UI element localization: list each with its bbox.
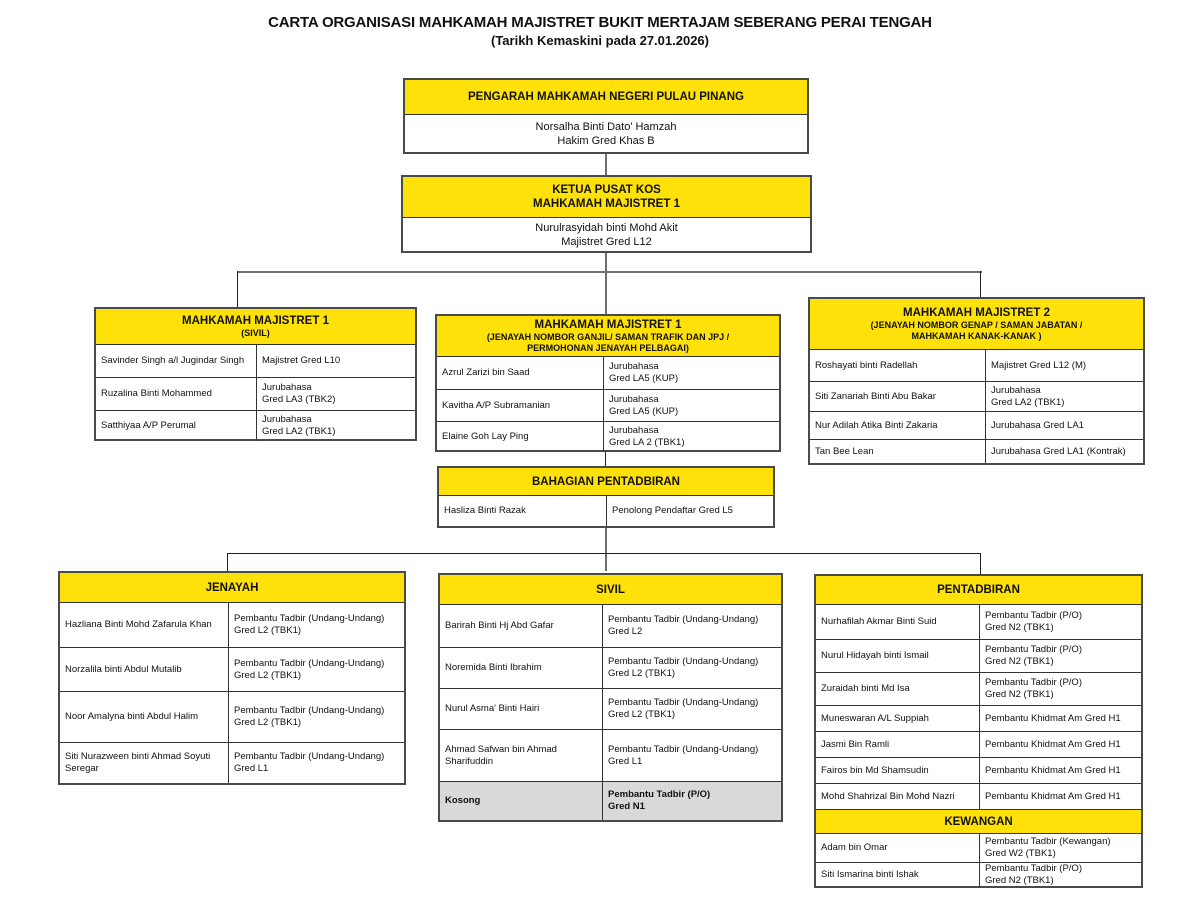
bahagian-pentadbiran-title: BAHAGIAN PENTADBIRAN [531,475,680,488]
mm1-jenayah-title: MAHKAMAH MAJISTRET 1 [534,319,682,331]
mm1-sivil-box [94,307,417,441]
staff-name: Nurul Asma' Binti Hairi [440,689,603,729]
mm1-sivil-subtitle: (SIVIL) [241,328,270,338]
staff-name: Nurhafilah Akmar Binti Suid [816,605,980,639]
ketua-name: Nurulrasyidah binti Mohd Akit [535,221,678,234]
staff-name: Barirah Binti Hj Abd Gafar [440,605,603,647]
mm1-jenayah-row [437,389,779,421]
staff-name: Adam bin Omar [816,834,980,862]
connector-to-pentadbiran [980,553,981,574]
sivil-row [440,688,781,729]
staff-position: Penolong Pendaftar Gred L5 [612,505,733,516]
staff-position: Pembantu Tadbir (Kewangan) Gred W2 (TBK1) [985,836,1111,859]
connector-to-jenayah [227,553,228,571]
staff-name: Hazliana Binti Mohd Zafarula Khan [60,603,229,647]
ketua-title-line1: KETUA PUSAT KOS [552,184,661,196]
staff-name: Muneswaran A/L Suppiah [816,706,980,731]
sivil-row-vacant [440,781,781,820]
staff-position: Pembantu Tadbir (P/O) Gred N2 (TBK1) [985,863,1082,886]
sivil-header [440,575,781,605]
staff-name: Savinder Singh a/l Jugindar Singh [96,345,257,377]
mm1-jenayah-header [437,316,779,357]
pentadbiran-header [816,576,1141,605]
connector-branch-horizontal-1 [237,271,982,273]
staff-name: Roshayati binti Radellah [810,350,986,381]
sivil-row [440,729,781,781]
mm1-sivil-row [96,410,415,441]
staff-name: Nur Adilah Atika Binti Zakaria [810,412,986,439]
staff-name: Ahmad Safwan bin Ahmad Sharifuddin [440,730,603,781]
staff-position: Jurubahasa Gred LA2 (TBK1) [991,384,1065,408]
staff-position: Jurubahasa Gred LA 2 (TBK1) [609,425,685,448]
pengarah-name: Norsalha Binti Dato' Hamzah [535,120,677,133]
kewangan-title: KEWANGAN [944,815,1013,828]
jenayah-box [58,571,406,785]
staff-position: Jurubahasa Gred LA1 [991,419,1084,431]
staff-name: Siti Ismarina binti Ishak [816,863,980,887]
jenayah-row [60,603,404,647]
ketua-body [403,218,810,251]
staff-name: Jasmi Bin Ramli [816,732,980,757]
staff-name: Siti Zanariah Binti Abu Bakar [810,382,986,411]
staff-name: Satthiyaa A/P Perumal [96,411,257,441]
jenayah-title: JENAYAH [205,581,259,594]
pentadbiran-row [816,731,1141,757]
mm1-jenayah-box [435,314,781,452]
pentadbiran-row [816,705,1141,731]
chart-title: CARTA ORGANISASI MAHKAMAH MAJISTRET BUKIT MERTAJAM SEBERANG PERAI TENGAH [268,14,932,31]
staff-position: Pembantu Tadbir (Undang-Undang) Gred L2 (TBK1) [234,657,385,681]
mm2-header [810,299,1143,350]
mm1-jenayah-row [437,421,779,452]
mm2-subtitle-line1: (JENAYAH NOMBOR GENAP / SAMAN JABATAN / [870,320,1083,330]
staff-name: Norzalila binti Abdul Mutalib [60,648,229,691]
sivil-row [440,605,781,647]
staff-name: Mohd Shahrizal Bin Mohd Nazri [816,784,980,809]
staff-position: Pembantu Khidmat Am Gred H1 [985,738,1121,750]
staff-position: Pembantu Khidmat Am Gred H1 [985,712,1121,724]
pentadbiran-row [816,605,1141,639]
pentadbiran-row [816,783,1141,809]
staff-position: Jurubahasa Gred LA5 (KUP) [609,393,679,417]
mm1-sivil-title: MAHKAMAH MAJISTRET 1 [182,315,329,327]
connector-branch-horizontal-2 [227,553,981,554]
mm2-title: MAHKAMAH MAJISTRET 2 [903,307,1050,319]
jenayah-row [60,691,404,742]
staff-name: Hasliza Binti Razak [439,496,607,526]
mm1-jenayah-subtitle-line2: PERMOHONAN JENAYAH PELBAGAI) [527,343,689,353]
staff-name: Kosong [440,782,603,820]
bahagian-pentadbiran-header [439,468,773,496]
bahagian-pentadbiran-row [439,496,773,526]
staff-position: Pembantu Khidmat Am Gred H1 [985,790,1121,802]
mm1-sivil-row [96,377,415,410]
staff-name: Siti Nurazween binti Ahmad Soyuti Seregar [60,743,229,783]
connector-ketua-down [605,252,607,314]
pentadbiran-box [814,574,1143,888]
staff-position: Pembantu Tadbir (P/O) Gred N2 (TBK1) [985,610,1082,633]
pengarah-grade: Hakim Gred Khas B [557,134,655,147]
kewangan-header [816,809,1141,834]
staff-position: Jurubahasa Gred LA3 (TBK2) [262,382,336,405]
staff-position: Jurubahasa Gred LA1 (Kontrak) [991,445,1126,457]
jenayah-row [60,742,404,783]
pentadbiran-row [816,639,1141,672]
connector-to-mm2 [980,271,981,297]
staff-position: Pembantu Tadbir (Undang-Undang) Gred L2 (TBK1) [608,697,759,720]
staff-position: Jurubahasa Gred LA5 (KUP) [609,361,679,384]
pengarah-title: PENGARAH MAHKAMAH NEGERI PULAU PINANG [467,91,744,103]
pentadbiran-row [816,672,1141,705]
staff-name: Fairos bin Md Shamsudin [816,758,980,783]
staff-name: Zuraidah binti Md Isa [816,673,980,705]
staff-name: Noor Amalyna binti Abdul Halim [60,692,229,742]
chart-subtitle: (Tarikh Kemaskini pada 27.01.2026) [491,33,709,48]
staff-position: Pembantu Tadbir (P/O) Gred N1 [608,789,711,812]
sivil-box [438,573,783,822]
staff-position: Pembantu Tadbir (Undang-Undang) Gred L2 (TBK1) [234,705,385,728]
ketua-title-line2: MAHKAMAH MAJISTRET 1 [533,198,680,210]
pengarah-body [405,115,807,152]
staff-name: Noremida Binti Ibrahim [440,648,603,688]
staff-name: Azrul Zarizi bin Saad [437,357,604,389]
mm2-row [810,381,1143,411]
mm1-jenayah-subtitle-line1: (JENAYAH NOMBOR GANJIL/ SAMAN TRAFIK DAN JPJ / [486,332,730,342]
staff-position: Pembantu Tadbir (Undang-Undang) Gred L2 [608,614,759,637]
pentadbiran-title: PENTADBIRAN [937,584,1020,596]
staff-name: Nurul Hidayah binti Ismail [816,640,980,672]
mm1-jenayah-row [437,357,779,389]
staff-position: Majistret Gred L10 [262,355,341,366]
mm2-row [810,439,1143,463]
staff-position: Pembantu Tadbir (P/O) Gred N2 (TBK1) [985,644,1082,667]
staff-position: Jurubahasa Gred LA2 (TBK1) [262,414,336,437]
pentadbiran-row [816,757,1141,783]
staff-position: Pembantu Tadbir (Undang-Undang) Gred L2 (TBK1) [608,656,759,679]
mm1-sivil-row [96,345,415,377]
mm2-row [810,411,1143,439]
sivil-title: SIVIL [596,583,625,596]
staff-name: Ruzalina Binti Mohammed [96,378,257,410]
ketua-box [401,175,812,253]
kewangan-row [816,862,1141,887]
mm2-row [810,350,1143,381]
connector-mm1j-bahagian [605,451,606,466]
staff-name: Elaine Goh Lay Ping [437,422,604,452]
mm1-sivil-header [96,309,415,345]
ketua-grade: Majistret Gred L12 [561,235,652,248]
connector-to-mm1-sivil [237,271,238,307]
ketua-header [403,177,810,218]
staff-name: Tan Bee Lean [810,440,986,463]
staff-position: Pembantu Tadbir (Undang-Undang) Gred L1 [234,751,385,774]
staff-position: Pembantu Tadbir (Undang-Undang) Gred L2 (TBK1) [234,613,385,636]
staff-name: Kavitha A/P Subramanian [437,390,604,421]
sivil-row [440,647,781,688]
connector-pengarah-ketua [605,153,607,175]
kewangan-row [816,834,1141,862]
mm2-subtitle-line2: MAHKAMAH KANAK-KANAK ) [911,331,1042,341]
staff-position: Majistret Gred L12 (M) [991,359,1087,371]
pengarah-box [403,78,809,154]
staff-position: Pembantu Khidmat Am Gred H1 [985,764,1121,776]
pengarah-header [405,80,807,115]
staff-position: Pembantu Tadbir (Undang-Undang) Gred L1 [608,743,759,767]
jenayah-header [60,573,404,603]
bahagian-pentadbiran-box [437,466,775,528]
jenayah-row [60,647,404,691]
mm2-box [808,297,1145,465]
staff-position: Pembantu Tadbir (P/O) Gred N2 (TBK1) [985,677,1082,700]
